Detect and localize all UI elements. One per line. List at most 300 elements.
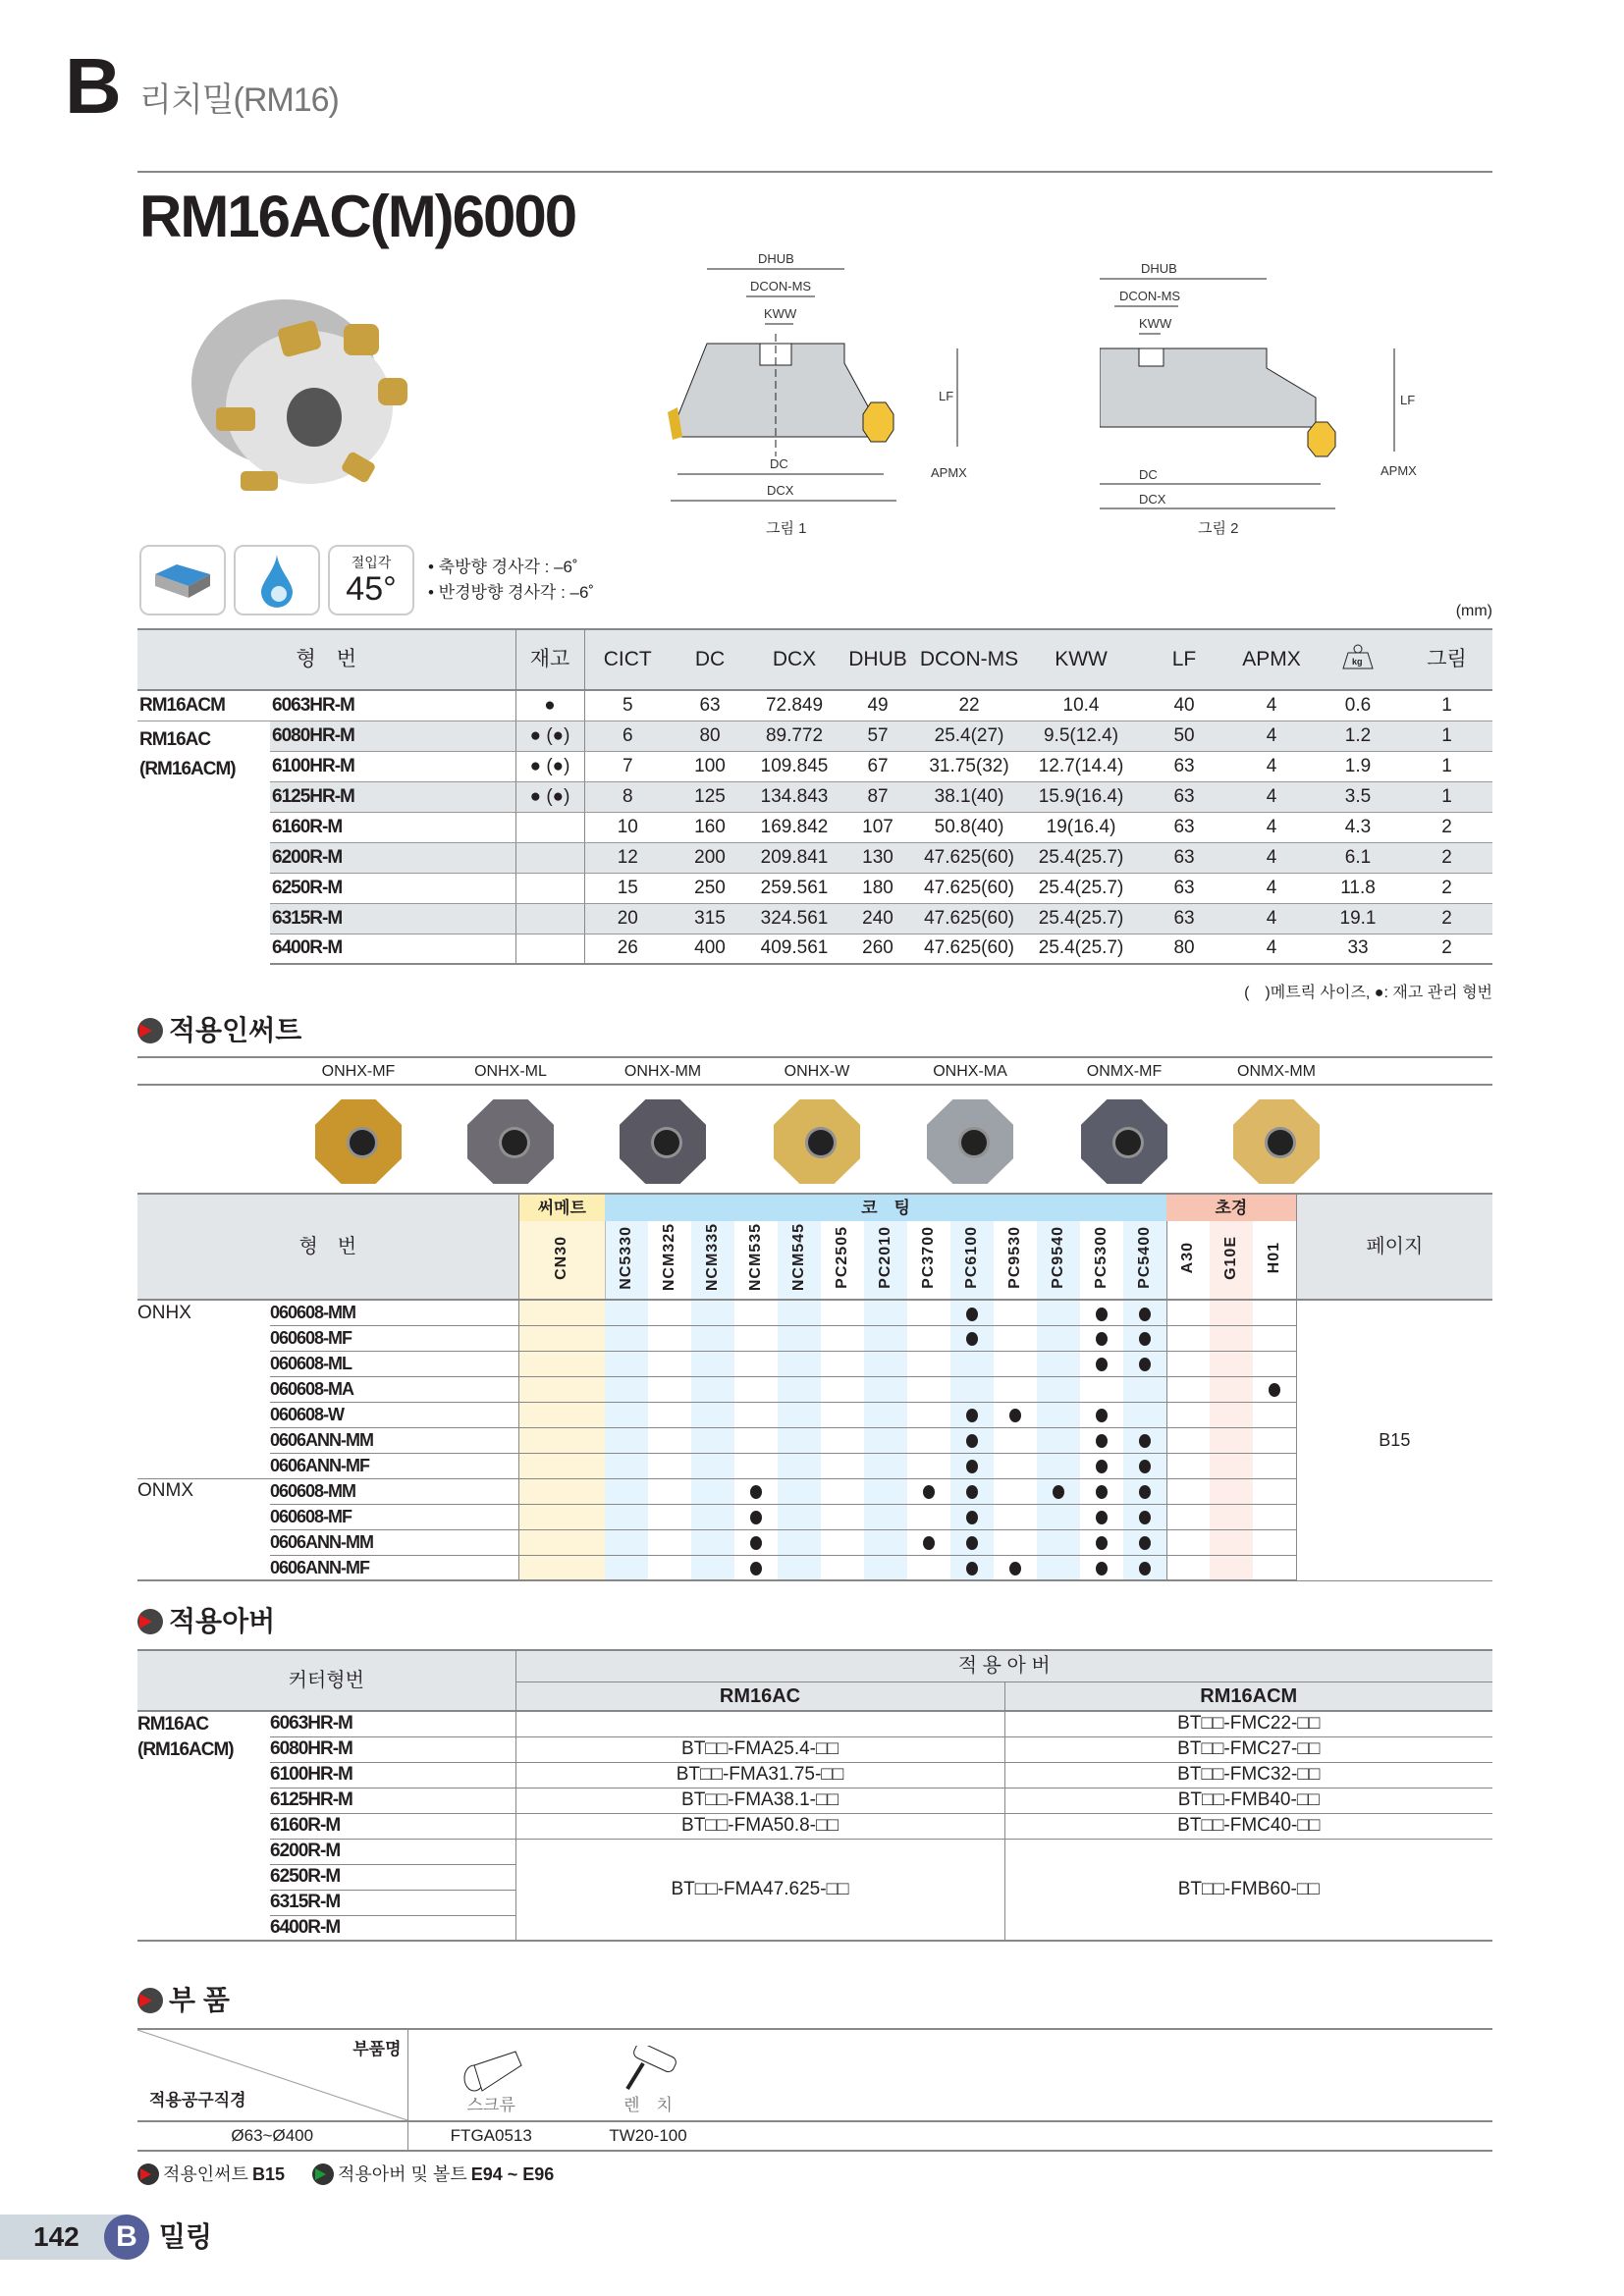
header-model: 형 번	[137, 629, 515, 690]
cell-dcon: 22	[916, 690, 1022, 721]
section-title: 리치밀(RM16)	[139, 81, 339, 119]
grade-cell	[864, 1376, 907, 1402]
grade-cell	[950, 1351, 994, 1376]
availability-dot	[966, 1536, 978, 1550]
arbor-rm16acm: BT□□-FMB60-□□	[1004, 1839, 1492, 1941]
insert-family	[137, 1376, 270, 1402]
grade-cell	[907, 1555, 950, 1580]
arbor-table	[137, 1649, 1492, 1942]
cell-dcon: 38.1(40)	[916, 781, 1022, 812]
grade-cell	[864, 1325, 907, 1351]
grade-cell	[1123, 1555, 1166, 1580]
cell-fig: 2	[1401, 842, 1492, 873]
insert-name: ONHX-MA	[933, 1063, 1007, 1080]
grade-cell	[648, 1376, 691, 1402]
arbor-rm16acm: BT□□-FMC40-□□	[1004, 1813, 1492, 1839]
dim-label-dhub: DHUB	[758, 251, 794, 266]
grade-cell	[864, 1504, 907, 1529]
insert-family	[137, 1351, 270, 1376]
grade-cell	[1253, 1427, 1296, 1453]
link-arbor[interactable]	[312, 2163, 554, 2185]
header-rm16ac: RM16AC	[515, 1682, 1004, 1711]
grade-cell	[691, 1478, 734, 1504]
cell-dcx: 209.841	[749, 842, 839, 873]
cell-dcx: 169.842	[749, 812, 839, 842]
header-arbor: 적 용 아 버	[515, 1650, 1492, 1682]
cell-stock	[515, 812, 584, 842]
dim-label-dcx: DCX	[1139, 492, 1166, 507]
insert-image	[1233, 1099, 1320, 1184]
grade-cell	[778, 1300, 821, 1325]
cell-stock	[515, 934, 584, 964]
grade-cell	[691, 1402, 734, 1427]
grade-cell	[1080, 1325, 1123, 1351]
availability-dot	[966, 1434, 978, 1448]
cell-cict: 5	[584, 690, 671, 721]
grade-cell	[734, 1478, 778, 1504]
grade-cell	[1080, 1478, 1123, 1504]
cell-fig: 2	[1401, 934, 1492, 964]
grade-cell	[1253, 1529, 1296, 1555]
grade-cell	[1210, 1478, 1253, 1504]
product-title: RM16AC(M)6000	[139, 184, 576, 249]
cell-stock	[515, 873, 584, 903]
grade-cell	[950, 1478, 994, 1504]
grade-group-header: 초경	[1166, 1194, 1296, 1221]
availability-dot	[1139, 1562, 1151, 1575]
arbor-cutter-code: 6100HR-M	[270, 1762, 515, 1788]
cell-fig: 2	[1401, 812, 1492, 842]
cell-kg: 11.8	[1315, 873, 1401, 903]
header-lf: LF	[1140, 629, 1228, 690]
cell-apmx: 4	[1228, 903, 1315, 934]
grade-cell	[907, 1300, 950, 1325]
grade-cell	[734, 1555, 778, 1580]
grade-cell	[1166, 1325, 1210, 1351]
section-inserts	[137, 1015, 301, 1046]
grade-cell	[1210, 1555, 1253, 1580]
grade-row	[137, 1504, 1492, 1529]
insert-name-row	[137, 1056, 1492, 1086]
unit-label: (mm)	[1455, 603, 1492, 619]
availability-dot	[1053, 1485, 1064, 1499]
header-rm16acm: RM16ACM	[1004, 1682, 1492, 1711]
grade-label: PC9540	[1050, 1226, 1067, 1289]
cell-kww: 15.9(16.4)	[1022, 781, 1140, 812]
cell-dcx: 134.843	[749, 781, 839, 812]
availability-dot	[1096, 1562, 1108, 1575]
header-apmx: APMX	[1228, 629, 1315, 690]
arbor-rm16ac: BT□□-FMA31.75-□□	[515, 1762, 1004, 1788]
grade-cell	[1037, 1427, 1080, 1453]
grade-cell	[994, 1478, 1037, 1504]
cell-fig: 2	[1401, 873, 1492, 903]
grade-cell	[648, 1402, 691, 1427]
dim-label-lf: LF	[939, 389, 954, 403]
grade-cell	[605, 1376, 648, 1402]
arrow-circle-icon	[137, 1018, 163, 1043]
grade-cell	[648, 1427, 691, 1453]
cell-kg: 19.1	[1315, 903, 1401, 934]
grade-label: PC5400	[1135, 1226, 1153, 1289]
header-dcx: DCX	[749, 629, 839, 690]
model-code: 6160R-M	[270, 812, 515, 842]
grade-cell	[691, 1351, 734, 1376]
grade-cell	[1166, 1453, 1210, 1478]
grade-label: PC5300	[1093, 1226, 1110, 1289]
grade-cell	[778, 1351, 821, 1376]
grade-cell	[1210, 1325, 1253, 1351]
weight-kg-icon	[1315, 629, 1401, 690]
grade-cell	[605, 1555, 648, 1580]
grade-cell	[1123, 1504, 1166, 1529]
workpiece-steel-icon	[139, 545, 226, 615]
insert-name: ONMX-MF	[1086, 1063, 1163, 1080]
entry-angle-badge	[328, 545, 414, 615]
grade-cell	[907, 1453, 950, 1478]
grade-cell	[821, 1478, 864, 1504]
arbor-row	[137, 1711, 1492, 1736]
availability-dot	[1269, 1383, 1280, 1397]
cell-dcx: 259.561	[749, 873, 839, 903]
availability-dot	[966, 1308, 978, 1321]
grade-label: CN30	[553, 1235, 570, 1280]
grade-cell	[1253, 1555, 1296, 1580]
cell-dcon: 47.625(60)	[916, 903, 1022, 934]
grade-cell	[1080, 1555, 1123, 1580]
cell-stock: ● (●)	[515, 781, 584, 812]
grade-label: NCM335	[704, 1223, 722, 1292]
availability-dot	[1139, 1434, 1151, 1448]
grade-cell	[605, 1504, 648, 1529]
arbor-row	[137, 1762, 1492, 1788]
cell-apmx: 4	[1228, 812, 1315, 842]
grade-cell	[778, 1402, 821, 1427]
grade-cell	[1166, 1504, 1210, 1529]
insert-image	[927, 1099, 1013, 1184]
grade-cell	[994, 1325, 1037, 1351]
grade-cell	[994, 1376, 1037, 1402]
cell-dc: 250	[671, 873, 749, 903]
grade-cell	[1210, 1376, 1253, 1402]
cell-lf: 63	[1140, 842, 1228, 873]
insert-family	[137, 1427, 270, 1453]
grade-cell	[821, 1453, 864, 1478]
grade-cell	[1037, 1300, 1080, 1325]
grade-row	[137, 1325, 1492, 1351]
cell-dc: 400	[671, 934, 749, 964]
grade-label: G10E	[1222, 1235, 1240, 1280]
grade-cell	[518, 1376, 605, 1402]
grade-cell	[1210, 1300, 1253, 1325]
parts-name-label: 부품명	[352, 2040, 402, 2058]
grade-cell	[778, 1555, 821, 1580]
cell-lf: 63	[1140, 873, 1228, 903]
cell-kg: 0.6	[1315, 690, 1401, 721]
spec-row	[137, 812, 1492, 842]
figure-caption-2: 그림 2	[1198, 520, 1239, 537]
insert-name: ONHX-ML	[474, 1063, 547, 1080]
arbor-row	[137, 1788, 1492, 1813]
arbor-cutter-code: 6160R-M	[270, 1813, 515, 1839]
grade-cell	[605, 1478, 648, 1504]
grade-cell	[691, 1376, 734, 1402]
grade-cell	[734, 1453, 778, 1478]
link-inserts-text: 적용인써트	[163, 2164, 248, 2184]
link-arbor-text: 적용아버 및 볼트	[337, 2164, 467, 2184]
cell-apmx: 4	[1228, 781, 1315, 812]
arbor-rm16acm: BT□□-FMC32-□□	[1004, 1762, 1492, 1788]
grade-cell	[1080, 1402, 1123, 1427]
section-arbor	[137, 1606, 275, 1637]
insert-code: 0606ANN-MM	[270, 1529, 518, 1555]
grade-cell	[518, 1325, 605, 1351]
grade-cell	[950, 1325, 994, 1351]
arbor-cutter-code: 6400R-M	[270, 1915, 515, 1941]
grade-cell	[864, 1427, 907, 1453]
grade-cell	[605, 1453, 648, 1478]
header-figure: 그림	[1401, 629, 1492, 690]
cell-stock: ● (●)	[515, 721, 584, 751]
cell-kg: 4.3	[1315, 812, 1401, 842]
wrench-icon	[614, 2046, 682, 2095]
cell-stock	[515, 903, 584, 934]
arrow-circle-icon	[137, 1609, 163, 1634]
insert-code: 0606ANN-MF	[270, 1453, 518, 1478]
cell-stock	[515, 842, 584, 873]
grade-cell	[1123, 1300, 1166, 1325]
cell-dcx: 89.772	[749, 721, 839, 751]
link-inserts-ref: B15	[251, 2164, 285, 2184]
availability-dot	[750, 1485, 762, 1499]
cell-fig: 1	[1401, 721, 1492, 751]
availability-dot	[750, 1562, 762, 1575]
grade-cell	[518, 1529, 605, 1555]
availability-dot	[1096, 1536, 1108, 1550]
grade-cell	[778, 1504, 821, 1529]
product-photo	[187, 285, 412, 501]
cell-fig: 1	[1401, 781, 1492, 812]
model-code: 6080HR-M	[270, 721, 515, 751]
dim-label-dcon-ms: DCON-MS	[750, 279, 812, 294]
availability-dot	[1009, 1409, 1021, 1422]
spec-row	[137, 781, 1492, 812]
header-model: 형 번	[137, 1194, 518, 1300]
grade-cell	[950, 1453, 994, 1478]
grade-cell	[907, 1504, 950, 1529]
cell-cict: 6	[584, 721, 671, 751]
grade-cell	[1037, 1351, 1080, 1376]
arbor-group	[137, 1711, 270, 1941]
grade-row	[137, 1300, 1492, 1325]
cell-dc: 200	[671, 842, 749, 873]
grade-cell	[691, 1504, 734, 1529]
grade-row	[137, 1529, 1492, 1555]
arrow-green-icon	[312, 2163, 334, 2185]
arbor-rm16ac: BT□□-FMA38.1-□□	[515, 1788, 1004, 1813]
grade-label: NCM535	[747, 1223, 765, 1292]
grade-cell	[605, 1300, 648, 1325]
grade-cell	[1253, 1402, 1296, 1427]
grade-cell	[778, 1376, 821, 1402]
grade-cell	[1253, 1300, 1296, 1325]
insert-family	[137, 1555, 270, 1580]
grade-cell	[864, 1529, 907, 1555]
grade-cell	[1253, 1325, 1296, 1351]
grade-cell	[691, 1325, 734, 1351]
grade-cell	[950, 1402, 994, 1427]
grade-cell	[518, 1453, 605, 1478]
grade-row	[137, 1402, 1492, 1427]
grade-cell	[1123, 1376, 1166, 1402]
footer-links	[137, 2163, 554, 2185]
grade-cell	[994, 1402, 1037, 1427]
cell-dcon: 47.625(60)	[916, 842, 1022, 873]
insert-code: 060608-MF	[270, 1504, 518, 1529]
cell-dc: 125	[671, 781, 749, 812]
grade-cell	[950, 1376, 994, 1402]
screw-cell	[407, 2029, 574, 2121]
grade-cell	[648, 1529, 691, 1555]
grade-cell	[648, 1325, 691, 1351]
grade-cell	[1253, 1351, 1296, 1376]
grade-cell	[907, 1402, 950, 1427]
spec-table	[137, 628, 1492, 965]
grade-cell	[821, 1402, 864, 1427]
arbor-rm16acm: BT□□-FMC27-□□	[1004, 1736, 1492, 1762]
grade-cell	[994, 1351, 1037, 1376]
grade-cell	[734, 1529, 778, 1555]
availability-dot	[1139, 1485, 1151, 1499]
cell-fig: 1	[1401, 751, 1492, 781]
spec-row	[137, 721, 1492, 751]
grade-cell	[950, 1504, 994, 1529]
spec-row	[137, 842, 1492, 873]
cell-kg: 1.9	[1315, 751, 1401, 781]
grade-cell	[1123, 1325, 1166, 1351]
insert-image	[620, 1099, 706, 1184]
section-title-arbor: 적용아버	[169, 1606, 276, 1636]
diagram-figure-1	[668, 245, 992, 540]
availability-dot	[923, 1536, 935, 1550]
arbor-cutter-code: 6125HR-M	[270, 1788, 515, 1813]
availability-dot	[1139, 1308, 1151, 1321]
group-label: RM16AC (RM16ACM)	[139, 728, 236, 779]
availability-dot	[1139, 1358, 1151, 1371]
spec-row	[137, 873, 1492, 903]
grade-cell	[1166, 1376, 1210, 1402]
grade-cell	[994, 1453, 1037, 1478]
grade-cell	[1166, 1351, 1210, 1376]
arbor-cutter-code: 6250R-M	[270, 1864, 515, 1890]
grade-cell	[778, 1529, 821, 1555]
screw-label: 스크류	[466, 2096, 515, 2114]
grade-cell	[605, 1529, 648, 1555]
grade-cell	[907, 1478, 950, 1504]
dim-label-kww: KWW	[764, 306, 797, 321]
grade-cell	[1166, 1555, 1210, 1580]
cell-dc: 63	[671, 690, 749, 721]
grade-group-header: 코 팅	[605, 1194, 1166, 1221]
insert-code: 060608-MF	[270, 1325, 518, 1351]
grade-cell	[648, 1478, 691, 1504]
grade-cell	[734, 1402, 778, 1427]
grade-row	[137, 1453, 1492, 1478]
grade-cell	[1123, 1453, 1166, 1478]
cell-lf: 63	[1140, 751, 1228, 781]
link-inserts[interactable]	[137, 2163, 285, 2185]
section-title-parts: 부 품	[169, 1985, 230, 2015]
cell-lf: 63	[1140, 903, 1228, 934]
grade-cell	[1123, 1427, 1166, 1453]
cell-kww: 10.4	[1022, 690, 1140, 721]
grade-cell	[994, 1555, 1037, 1580]
cell-dcon: 47.625(60)	[916, 934, 1022, 964]
grade-label: PC2505	[834, 1226, 851, 1289]
grade-cell	[950, 1300, 994, 1325]
insert-image	[1081, 1099, 1167, 1184]
grade-cell	[864, 1453, 907, 1478]
grade-cell	[518, 1504, 605, 1529]
grade-cell	[734, 1376, 778, 1402]
grade-cell	[734, 1427, 778, 1453]
grade-cell	[907, 1325, 950, 1351]
grade-cell	[864, 1555, 907, 1580]
diagram-figure-2	[1100, 245, 1434, 540]
arbor-rm16acm: BT□□-FMB40-□□	[1004, 1788, 1492, 1813]
insert-code: 060608-ML	[270, 1351, 518, 1376]
insert-code: 060608-MM	[270, 1300, 518, 1325]
wrench-code: TW20-100	[609, 2126, 687, 2145]
insert-family	[137, 1325, 270, 1351]
grade-cell	[1123, 1478, 1166, 1504]
cell-kg: 6.1	[1315, 842, 1401, 873]
cell-cict: 7	[584, 751, 671, 781]
page-ref: B15	[1296, 1300, 1492, 1580]
insert-code: 0606ANN-MM	[270, 1427, 518, 1453]
grade-cell	[734, 1504, 778, 1529]
cell-kww: 19(16.4)	[1022, 812, 1140, 842]
cell-dc: 160	[671, 812, 749, 842]
screw-code: FTGA0513	[450, 2126, 532, 2145]
insert-code: 060608-W	[270, 1402, 518, 1427]
grade-cell	[821, 1427, 864, 1453]
cell-lf: 63	[1140, 781, 1228, 812]
entry-angle-label: 절입각	[351, 555, 392, 570]
arbor-cutter-code: 6063HR-M	[270, 1711, 515, 1736]
grade-cell	[1210, 1504, 1253, 1529]
parts-corner-cell	[137, 2029, 407, 2121]
cell-lf: 50	[1140, 721, 1228, 751]
arbor-rm16ac: BT□□-FMA47.625-□□	[515, 1839, 1004, 1941]
grade-cell	[1080, 1453, 1123, 1478]
coolant-drop-icon	[234, 545, 320, 615]
cell-lf: 40	[1140, 690, 1228, 721]
header-dc: DC	[671, 629, 749, 690]
arbor-rm16ac	[515, 1711, 1004, 1736]
insert-image	[774, 1099, 860, 1184]
section-badge: B	[104, 2215, 149, 2260]
grade-cell	[950, 1427, 994, 1453]
availability-dot	[966, 1409, 978, 1422]
grade-label: A30	[1179, 1241, 1197, 1274]
grade-cell	[821, 1376, 864, 1402]
wrench-cell	[574, 2029, 722, 2121]
grade-cell	[1037, 1325, 1080, 1351]
dim-label-dc: DC	[770, 456, 788, 471]
grade-cell	[648, 1555, 691, 1580]
cell-dhub: 87	[839, 781, 916, 812]
